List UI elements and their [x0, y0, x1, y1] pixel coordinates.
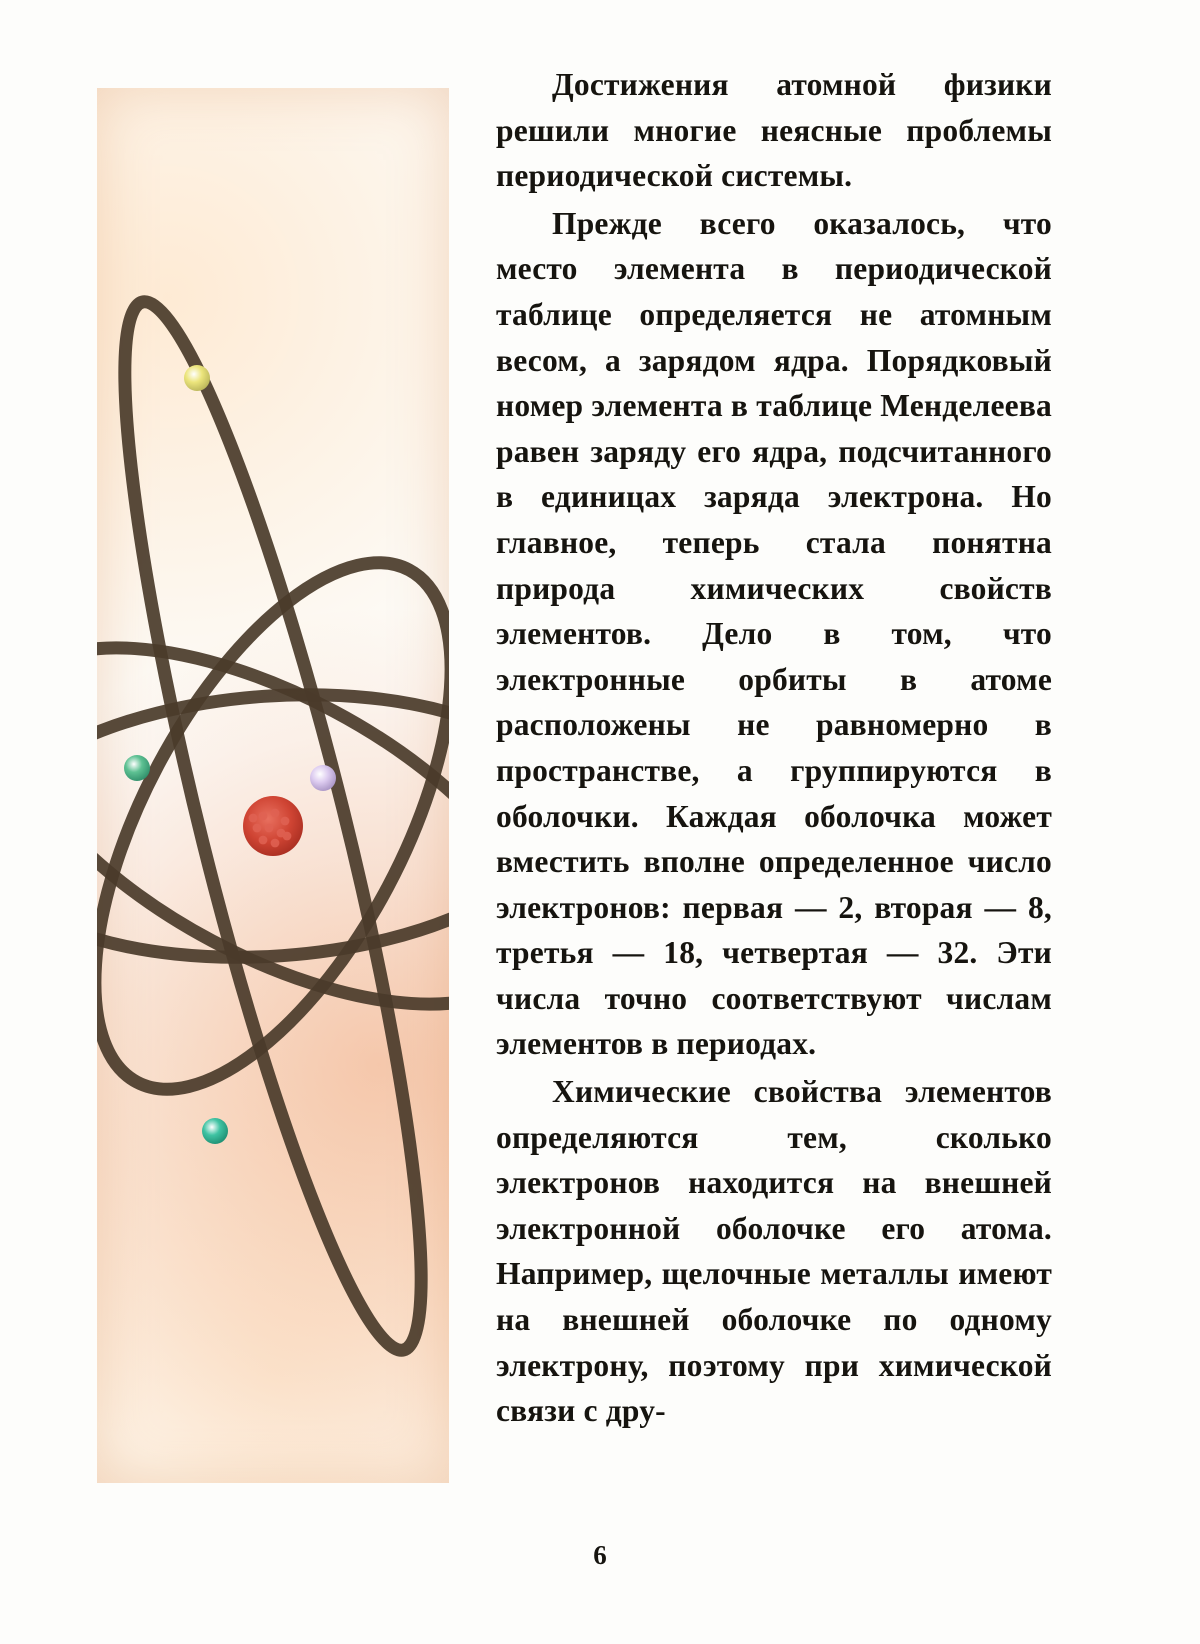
electron-left — [124, 755, 150, 781]
page-number — [0, 1540, 1200, 1571]
paragraph-1: Достижения атомной физики решили многие неясные проблемы периодической системы. — [496, 67, 1052, 194]
atom-model-illustration — [97, 88, 449, 1483]
atom-diagram — [97, 88, 449, 1483]
nucleus — [243, 796, 303, 856]
paragraph-2: Прежде всего оказалось, что место элемента в периодической таблице определяется не атомным весом, а зарядом ядра. Порядковый номер элемента в таблице Менделеева равен заряду его ядра, подсчитанного в единицах заряда электрона. Но главное, теперь стала понятна природа химических свойств элементов. Дело в том, что электронные орбиты в атоме расположены не равномерно в пространстве, а группируются в оболочки. Каждая оболочка может вместить вполне определенное число электронов: первая — 2, вторая — 8, третья — 18, четвертая — 32. Эти числа точно соответствуют числам элементов в периодах. — [496, 205, 1052, 1062]
paragraph-3: Химические свойства элементов определяются тем, сколько электронов находится на внешней электронной оболочке его атома. Например, щелочные металлы имеют на внешней оболочке по одному электрону, поэтому при химической связи с дру- — [496, 1074, 1052, 1429]
electron-top — [184, 365, 210, 391]
body-text-column — [496, 62, 1052, 1434]
electron-bottom — [202, 1118, 228, 1144]
electron-right — [310, 765, 336, 791]
page-number-value: 6 — [593, 1540, 607, 1570]
